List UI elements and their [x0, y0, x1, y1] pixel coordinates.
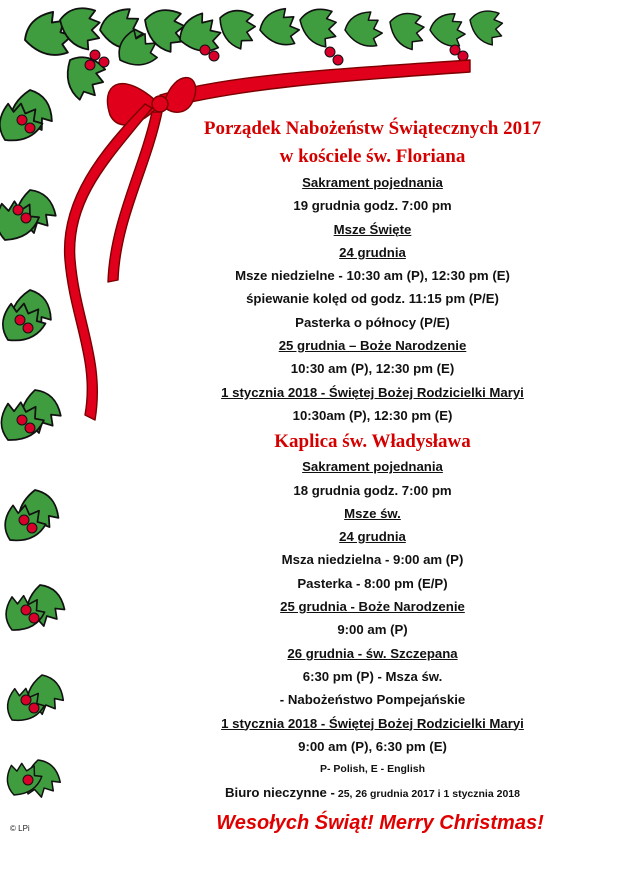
chapel-dec26-line1: 6:30 pm (P) - Msza św. — [302, 668, 443, 684]
chapel-dec24-line1: Msza niedzielna - 9:00 am (P) — [281, 552, 464, 568]
office-closed-note — [150, 781, 595, 806]
chapel-dec24-line2: Pasterka - 8:00 pm (E/P) — [297, 575, 448, 591]
chapel-confession-heading: Sakrament pojednania — [302, 459, 443, 475]
floriana-confession-heading: Sakrament pojednania — [302, 175, 443, 190]
floriana-dec24-heading: 24 grudnia — [339, 244, 406, 260]
chapel-confession-time: 18 grudnia godz. 7:00 pm — [293, 482, 452, 498]
schedule-content — [150, 115, 595, 807]
chapel-dec24-heading: 24 grudnia — [339, 529, 406, 545]
floriana-masses-heading: Msze Święte — [333, 221, 412, 237]
chapel-title: Kaplica św. Władysława — [274, 431, 471, 453]
floriana-jan1-line: 10:30am (P), 12:30 pm (E) — [292, 407, 453, 423]
floriana-dec25-heading: 25 grudnia – Boże Narodzenie — [278, 338, 467, 354]
chapel-dec25-line: 9:00 am (P) — [337, 622, 408, 638]
office-closed-label: Biuro nieczynne - — [225, 785, 335, 801]
floriana-confession-time: 19 grudnia godz. 7:00 pm — [293, 198, 452, 214]
chapel-dec26-heading: 26 grudnia - św. Szczepana — [287, 645, 458, 661]
page-title: Porządek Nabożeństw Świątecznych 2017 — [203, 118, 542, 139]
chapel-jan1-heading: 1 stycznia 2018 - Świętej Bożej Rodzicielki Maryi — [221, 715, 524, 731]
chapel-dec26-line2: - Nabożeństwo Pompejańskie — [279, 692, 466, 708]
floriana-dec25-line: 10:30 am (P), 12:30 pm (E) — [290, 361, 455, 377]
language-legend: P- Polish, E - English — [319, 763, 425, 776]
floriana-dec24-line1: Msze niedzielne - 10:30 am (P), 12:30 pm (E) — [235, 268, 510, 284]
copyright-mark: © LPi — [10, 824, 30, 833]
chapel-masses-heading: Msze św. — [344, 505, 401, 521]
christmas-greeting: Wesołych Świąt! Merry Christmas! — [216, 812, 544, 834]
page-subtitle: w kościele św. Floriana — [279, 146, 466, 167]
chapel-jan1-line: 9:00 am (P), 6:30 pm (E) — [298, 738, 447, 754]
office-closed-dates: 25, 26 grudnia 2017 i 1 stycznia 2018 — [334, 788, 520, 801]
floriana-dec24-line3: Pasterka o północy (P/E) — [295, 314, 450, 330]
floriana-jan1-heading: 1 stycznia 2018 - Świętej Bożej Rodzicielki Maryi — [221, 384, 524, 400]
floriana-dec24-line2: śpiewanie kolęd od godz. 11:15 pm (P/E) — [246, 291, 499, 307]
chapel-dec25-heading: 25 grudnia - Boże Narodzenie — [280, 599, 465, 615]
